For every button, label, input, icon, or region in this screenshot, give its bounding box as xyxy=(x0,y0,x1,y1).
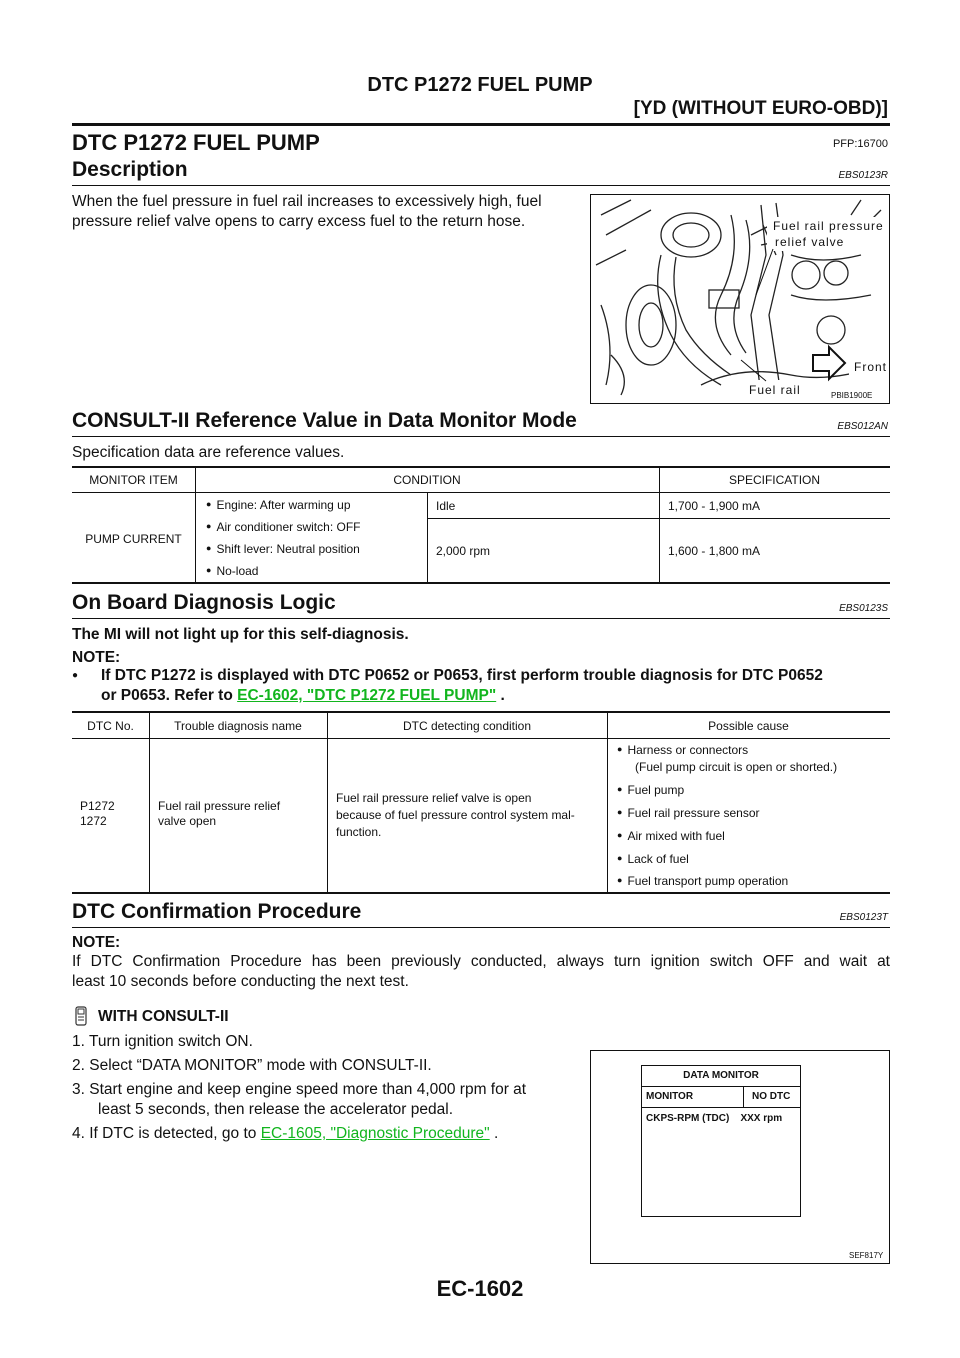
description-line-1: When the fuel pressure in fuel rail increases to excessively high, fuel xyxy=(72,193,542,210)
bullet-icon: ● xyxy=(72,670,79,681)
td-cond-2: because of fuel pressure control system mal- xyxy=(336,808,575,822)
td-dtc-2: 1272 xyxy=(80,814,107,828)
link-dtc-p1272[interactable]: EC-1602, "DTC P1272 FUEL PUMP" xyxy=(237,687,497,704)
step-2: 2. Select “DATA MONITOR” mode with CONSULT-II. xyxy=(72,1057,432,1074)
monitor-screen xyxy=(641,1065,801,1217)
page-number: EC-1602 xyxy=(436,1276,524,1301)
consult-tool-icon xyxy=(74,1006,88,1026)
td-cond-1: Fuel rail pressure relief valve is open xyxy=(336,791,532,805)
link-diagnostic-procedure[interactable]: EC-1605, "Diagnostic Procedure" xyxy=(260,1125,490,1142)
header-rule xyxy=(72,123,890,126)
label-fuel-rail: Fuel rail xyxy=(749,383,801,397)
label-valve-2: relief valve xyxy=(775,235,845,249)
confirm-rule xyxy=(72,927,890,928)
step-3: 3. Start engine and keep engine speed more than 4,000 rpm for at xyxy=(72,1081,527,1098)
data-monitor-figure xyxy=(590,1050,890,1264)
monitor-row: CKPS-RPM (TDC) XXX rpm xyxy=(646,1113,783,1124)
monitor-col-2: NO DTC xyxy=(752,1091,791,1102)
label-valve-1: Fuel rail pressure xyxy=(773,219,884,233)
th-trouble-name: Trouble diagnosis name xyxy=(174,719,302,733)
confirm-note-line-1: If DTC Confirmation Procedure has been previously conducted, always turn ignition switch OFF and wait at xyxy=(72,953,890,970)
obd-note-line-2: or P0653. Refer to EC-1602, "DTC P1272 FUEL PUMP" . xyxy=(101,687,505,704)
td-name-1: Fuel rail pressure relief xyxy=(158,799,281,813)
th-detecting-condition: DTC detecting condition xyxy=(402,719,532,733)
th-dtc-no: DTC No. xyxy=(87,719,134,733)
with-consult-label: WITH CONSULT-II xyxy=(98,1008,229,1025)
figure1-code: PBIB1900E xyxy=(831,391,873,400)
obd-title: On Board Diagnosis Logic xyxy=(72,591,336,614)
header-title: DTC P1272 FUEL PUMP xyxy=(367,74,593,96)
description-line-2: pressure relief valve opens to carry excess fuel to the return hose. xyxy=(72,213,526,230)
td-idle: Idle xyxy=(436,499,456,513)
monitor-title: DATA MONITOR xyxy=(683,1070,759,1081)
confirm-note-label: NOTE: xyxy=(72,934,121,951)
cause-item: ● Harness or connectors xyxy=(617,743,748,757)
step-4: 4. If DTC is detected, go to EC-1605, "Diagnostic Procedure" . xyxy=(72,1125,499,1142)
monitor-col-1: MONITOR xyxy=(646,1091,694,1102)
cause-sub: (Fuel pump circuit is open or shorted.) xyxy=(635,760,838,774)
section-title: DTC P1272 FUEL PUMP xyxy=(72,130,320,155)
consult-table xyxy=(72,466,890,584)
obd-rule xyxy=(72,618,890,619)
td-dtc-1: P1272 xyxy=(80,799,115,813)
description-title: Description xyxy=(72,158,188,181)
consult-note: Specification data are reference values. xyxy=(72,444,345,461)
cause-item: ● Fuel transport pump operation xyxy=(617,874,788,888)
cond-item: ● Shift lever: Neutral position xyxy=(206,542,360,556)
description-rule xyxy=(72,185,890,186)
consult-rule xyxy=(72,436,890,437)
consult-title: CONSULT-II Reference Value in Data Monitor Mode xyxy=(72,409,577,432)
th-specification: SPECIFICATION xyxy=(728,473,821,487)
td-pump-current: PUMP CURRENT xyxy=(85,532,182,546)
consult-code: EBS012AN xyxy=(837,421,888,432)
header-subtitle: [YD (WITHOUT EURO-OBD)] xyxy=(633,98,888,119)
figure2-code: SEF817Y xyxy=(849,1251,884,1260)
fuel-rail-figure xyxy=(590,194,890,404)
cause-item: ● Fuel pump xyxy=(617,783,684,797)
obd-code: EBS0123S xyxy=(839,603,888,614)
th-condition: CONDITION xyxy=(393,473,461,487)
th-monitor-item: MONITOR ITEM xyxy=(89,473,178,487)
td-idle-spec: 1,700 - 1,900 mA xyxy=(668,499,761,513)
confirm-code: EBS0123T xyxy=(839,912,888,923)
cause-item: ● Lack of fuel xyxy=(617,852,689,866)
cond-item: ● No-load xyxy=(206,564,258,578)
td-name-2: valve open xyxy=(158,814,217,828)
description-code: EBS0123R xyxy=(838,170,888,181)
confirm-title: DTC Confirmation Procedure xyxy=(72,900,362,923)
pfp-code: PFP:16700 xyxy=(832,138,888,150)
td-2000rpm-spec: 1,600 - 1,800 mA xyxy=(668,544,761,558)
obd-note-label: NOTE: xyxy=(72,649,121,666)
mi-text: The MI will not light up for this self-diagnosis. xyxy=(72,626,409,643)
cond-item: ● Air conditioner switch: OFF xyxy=(206,520,360,534)
step-1: 1. Turn ignition switch ON. xyxy=(72,1033,253,1050)
step-3-cont: least 5 seconds, then release the accelerator pedal. xyxy=(98,1101,454,1118)
confirm-note-line-2: least 10 seconds before conducting the next test. xyxy=(72,973,409,990)
cause-item: ● Fuel rail pressure sensor xyxy=(617,806,760,820)
cond-item: ● Engine: After warming up xyxy=(206,498,351,512)
label-front: Front xyxy=(854,360,888,374)
cause-item: ● Air mixed with fuel xyxy=(617,829,725,843)
dtc-table xyxy=(72,711,890,894)
obd-note-line-1: If DTC P1272 is displayed with DTC P0652 or P0653, first perform trouble diagnosis for DTC P0652 xyxy=(101,667,823,684)
front-arrow-icon xyxy=(813,347,845,379)
th-possible-cause: Possible cause xyxy=(708,719,789,733)
td-cond-3: function. xyxy=(336,825,382,839)
td-2000rpm: 2,000 rpm xyxy=(436,544,491,558)
